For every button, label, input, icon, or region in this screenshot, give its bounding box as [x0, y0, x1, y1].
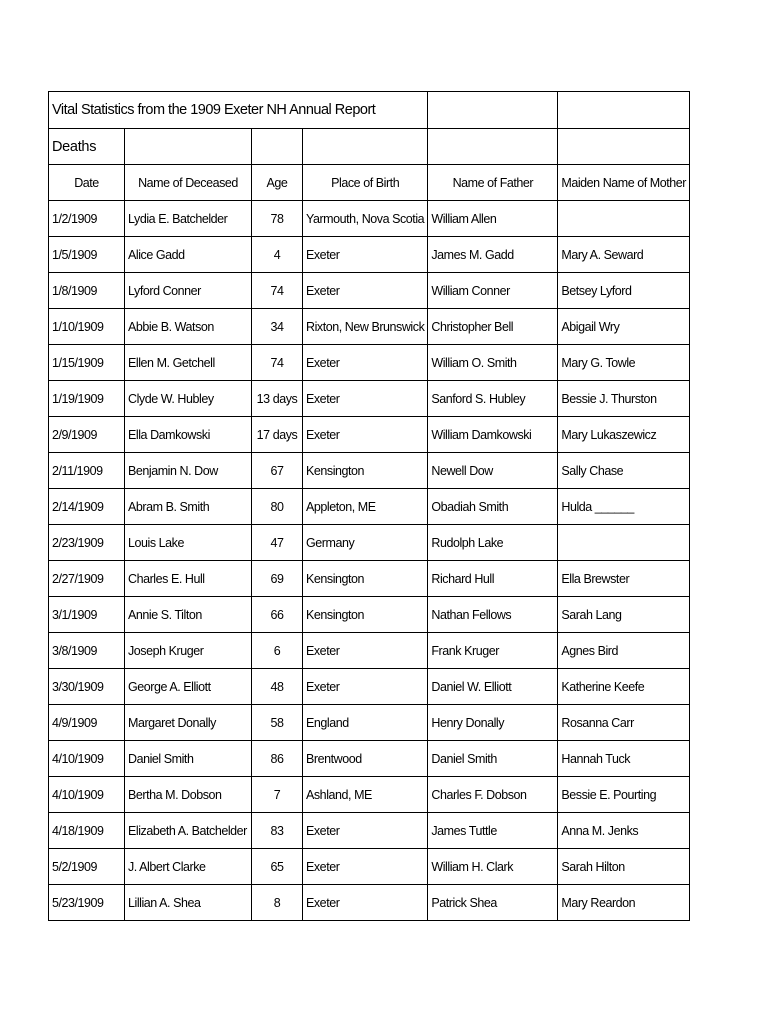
- cell-father: William Conner: [428, 273, 558, 309]
- cell-mother: [558, 525, 690, 561]
- table-row: [49, 597, 690, 633]
- table-row: [49, 885, 690, 921]
- cell-birthplace: Appleton, ME: [303, 489, 428, 525]
- cell-date: 2/11/1909: [49, 453, 125, 489]
- cell-father: James Tuttle: [428, 813, 558, 849]
- cell-name: Elizabeth A. Batchelder: [125, 813, 252, 849]
- cell-date: 3/1/1909: [49, 597, 125, 633]
- cell-father: William O. Smith: [428, 345, 558, 381]
- cell-name: Bertha M. Dobson: [125, 777, 252, 813]
- cell-age: 83: [252, 813, 303, 849]
- cell-birthplace: Exeter: [303, 417, 428, 453]
- cell-birthplace: Exeter: [303, 273, 428, 309]
- cell-age: 8: [252, 885, 303, 921]
- cell-age: 86: [252, 741, 303, 777]
- cell-age: 66: [252, 597, 303, 633]
- cell-mother: Mary Reardon: [558, 885, 690, 921]
- cell-birthplace: Exeter: [303, 813, 428, 849]
- table-row: [49, 417, 690, 453]
- cell-birthplace: Exeter: [303, 381, 428, 417]
- cell-date: 3/30/1909: [49, 669, 125, 705]
- cell-age: 78: [252, 201, 303, 237]
- cell-date: 4/10/1909: [49, 777, 125, 813]
- cell-date: 4/10/1909: [49, 741, 125, 777]
- cell-age: 47: [252, 525, 303, 561]
- cell-birthplace: Exeter: [303, 633, 428, 669]
- cell-age: 74: [252, 273, 303, 309]
- cell-age: 74: [252, 345, 303, 381]
- table-row: [49, 309, 690, 345]
- cell-date: 5/2/1909: [49, 849, 125, 885]
- cell-father: Daniel W. Elliott: [428, 669, 558, 705]
- cell-name: Clyde W. Hubley: [125, 381, 252, 417]
- cell-mother: Bessie E. Pourting: [558, 777, 690, 813]
- cell-name: Lyford Conner: [125, 273, 252, 309]
- cell-age: 67: [252, 453, 303, 489]
- cell-date: 4/18/1909: [49, 813, 125, 849]
- cell-date: 3/8/1909: [49, 633, 125, 669]
- cell-name: Ellen M. Getchell: [125, 345, 252, 381]
- header-mother: Maiden Name of Mother: [558, 165, 690, 201]
- cell-mother: Abigail Wry: [558, 309, 690, 345]
- cell-name: Daniel Smith: [125, 741, 252, 777]
- header-father: Name of Father: [428, 165, 558, 201]
- cell-date: 1/5/1909: [49, 237, 125, 273]
- table-row: [49, 525, 690, 561]
- cell-father: Rudolph Lake: [428, 525, 558, 561]
- cell-birthplace: Yarmouth, Nova Scotia: [303, 201, 428, 237]
- table-row: [49, 705, 690, 741]
- cell-father: Richard Hull: [428, 561, 558, 597]
- table-row: [49, 633, 690, 669]
- empty-cell: [303, 129, 428, 165]
- cell-age: 48: [252, 669, 303, 705]
- cell-father: Charles F. Dobson: [428, 777, 558, 813]
- cell-mother: Sarah Lang: [558, 597, 690, 633]
- cell-date: 1/2/1909: [49, 201, 125, 237]
- cell-mother: Sarah Hilton: [558, 849, 690, 885]
- cell-age: 17 days: [252, 417, 303, 453]
- cell-father: Newell Dow: [428, 453, 558, 489]
- cell-father: William Damkowski: [428, 417, 558, 453]
- cell-name: George A. Elliott: [125, 669, 252, 705]
- cell-age: 65: [252, 849, 303, 885]
- cell-birthplace: Kensington: [303, 561, 428, 597]
- cell-birthplace: Germany: [303, 525, 428, 561]
- cell-father: Christopher Bell: [428, 309, 558, 345]
- cell-father: Henry Donally: [428, 705, 558, 741]
- cell-name: Joseph Kruger: [125, 633, 252, 669]
- table-row: [49, 849, 690, 885]
- cell-birthplace: Exeter: [303, 885, 428, 921]
- empty-cell: [125, 129, 252, 165]
- cell-mother: Katherine Keefe: [558, 669, 690, 705]
- cell-birthplace: Rixton, New Brunswick: [303, 309, 428, 345]
- empty-cell: [558, 92, 690, 129]
- deaths-table: [48, 91, 690, 921]
- table-row: [49, 201, 690, 237]
- cell-father: Patrick Shea: [428, 885, 558, 921]
- cell-date: 2/27/1909: [49, 561, 125, 597]
- cell-mother: Hulda ______: [558, 489, 690, 525]
- cell-date: 1/19/1909: [49, 381, 125, 417]
- report-title: Vital Statistics from the 1909 Exeter NH Annual Report: [49, 92, 428, 129]
- cell-age: 34: [252, 309, 303, 345]
- empty-cell: [558, 129, 690, 165]
- cell-father: Nathan Fellows: [428, 597, 558, 633]
- cell-date: 1/10/1909: [49, 309, 125, 345]
- cell-age: 6: [252, 633, 303, 669]
- cell-mother: Mary Lukaszewicz: [558, 417, 690, 453]
- cell-age: 4: [252, 237, 303, 273]
- table-row: [49, 237, 690, 273]
- cell-father: William H. Clark: [428, 849, 558, 885]
- cell-name: Louis Lake: [125, 525, 252, 561]
- empty-cell: [428, 129, 558, 165]
- cell-age: 69: [252, 561, 303, 597]
- table-row: [49, 489, 690, 525]
- cell-mother: Agnes Bird: [558, 633, 690, 669]
- header-name: Name of Deceased: [125, 165, 252, 201]
- cell-date: 2/14/1909: [49, 489, 125, 525]
- cell-date: 5/23/1909: [49, 885, 125, 921]
- cell-mother: Mary G. Towle: [558, 345, 690, 381]
- table-row: [49, 777, 690, 813]
- cell-age: 80: [252, 489, 303, 525]
- table-row: [49, 561, 690, 597]
- cell-mother: Rosanna Carr: [558, 705, 690, 741]
- cell-age: 58: [252, 705, 303, 741]
- table-row: [49, 453, 690, 489]
- cell-mother: Betsey Lyford: [558, 273, 690, 309]
- cell-name: Charles E. Hull: [125, 561, 252, 597]
- cell-father: William Allen: [428, 201, 558, 237]
- cell-name: Abbie B. Watson: [125, 309, 252, 345]
- cell-name: Lillian A. Shea: [125, 885, 252, 921]
- cell-mother: Anna M. Jenks: [558, 813, 690, 849]
- cell-birthplace: Exeter: [303, 237, 428, 273]
- header-age: Age: [252, 165, 303, 201]
- header-row: [49, 165, 690, 201]
- cell-mother: Mary A. Seward: [558, 237, 690, 273]
- cell-mother: Bessie J. Thurston: [558, 381, 690, 417]
- cell-father: Obadiah Smith: [428, 489, 558, 525]
- cell-date: 2/9/1909: [49, 417, 125, 453]
- cell-birthplace: Exeter: [303, 669, 428, 705]
- cell-date: 2/23/1909: [49, 525, 125, 561]
- cell-name: Abram B. Smith: [125, 489, 252, 525]
- cell-birthplace: Brentwood: [303, 741, 428, 777]
- cell-date: 4/9/1909: [49, 705, 125, 741]
- cell-mother: Ella Brewster: [558, 561, 690, 597]
- header-date: Date: [49, 165, 125, 201]
- title-row: [49, 92, 690, 129]
- cell-name: Lydia E. Batchelder: [125, 201, 252, 237]
- cell-mother: Sally Chase: [558, 453, 690, 489]
- cell-birthplace: Ashland, ME: [303, 777, 428, 813]
- cell-name: Margaret Donally: [125, 705, 252, 741]
- section-label: Deaths: [49, 129, 125, 165]
- cell-father: James M. Gadd: [428, 237, 558, 273]
- cell-name: J. Albert Clarke: [125, 849, 252, 885]
- cell-birthplace: England: [303, 705, 428, 741]
- table-row: [49, 813, 690, 849]
- cell-name: Benjamin N. Dow: [125, 453, 252, 489]
- cell-birthplace: Kensington: [303, 597, 428, 633]
- table-row: [49, 669, 690, 705]
- cell-name: Annie S. Tilton: [125, 597, 252, 633]
- header-birthplace: Place of Birth: [303, 165, 428, 201]
- empty-cell: [428, 92, 558, 129]
- cell-mother: [558, 201, 690, 237]
- cell-age: 13 days: [252, 381, 303, 417]
- empty-cell: [252, 129, 303, 165]
- cell-father: Frank Kruger: [428, 633, 558, 669]
- section-row: [49, 129, 690, 165]
- cell-mother: Hannah Tuck: [558, 741, 690, 777]
- cell-birthplace: Exeter: [303, 345, 428, 381]
- cell-age: 7: [252, 777, 303, 813]
- table-row: [49, 741, 690, 777]
- table-row: [49, 381, 690, 417]
- cell-name: Alice Gadd: [125, 237, 252, 273]
- cell-date: 1/8/1909: [49, 273, 125, 309]
- cell-birthplace: Exeter: [303, 849, 428, 885]
- table-row: [49, 273, 690, 309]
- cell-name: Ella Damkowski: [125, 417, 252, 453]
- cell-date: 1/15/1909: [49, 345, 125, 381]
- cell-father: Daniel Smith: [428, 741, 558, 777]
- table-row: [49, 345, 690, 381]
- cell-birthplace: Kensington: [303, 453, 428, 489]
- cell-father: Sanford S. Hubley: [428, 381, 558, 417]
